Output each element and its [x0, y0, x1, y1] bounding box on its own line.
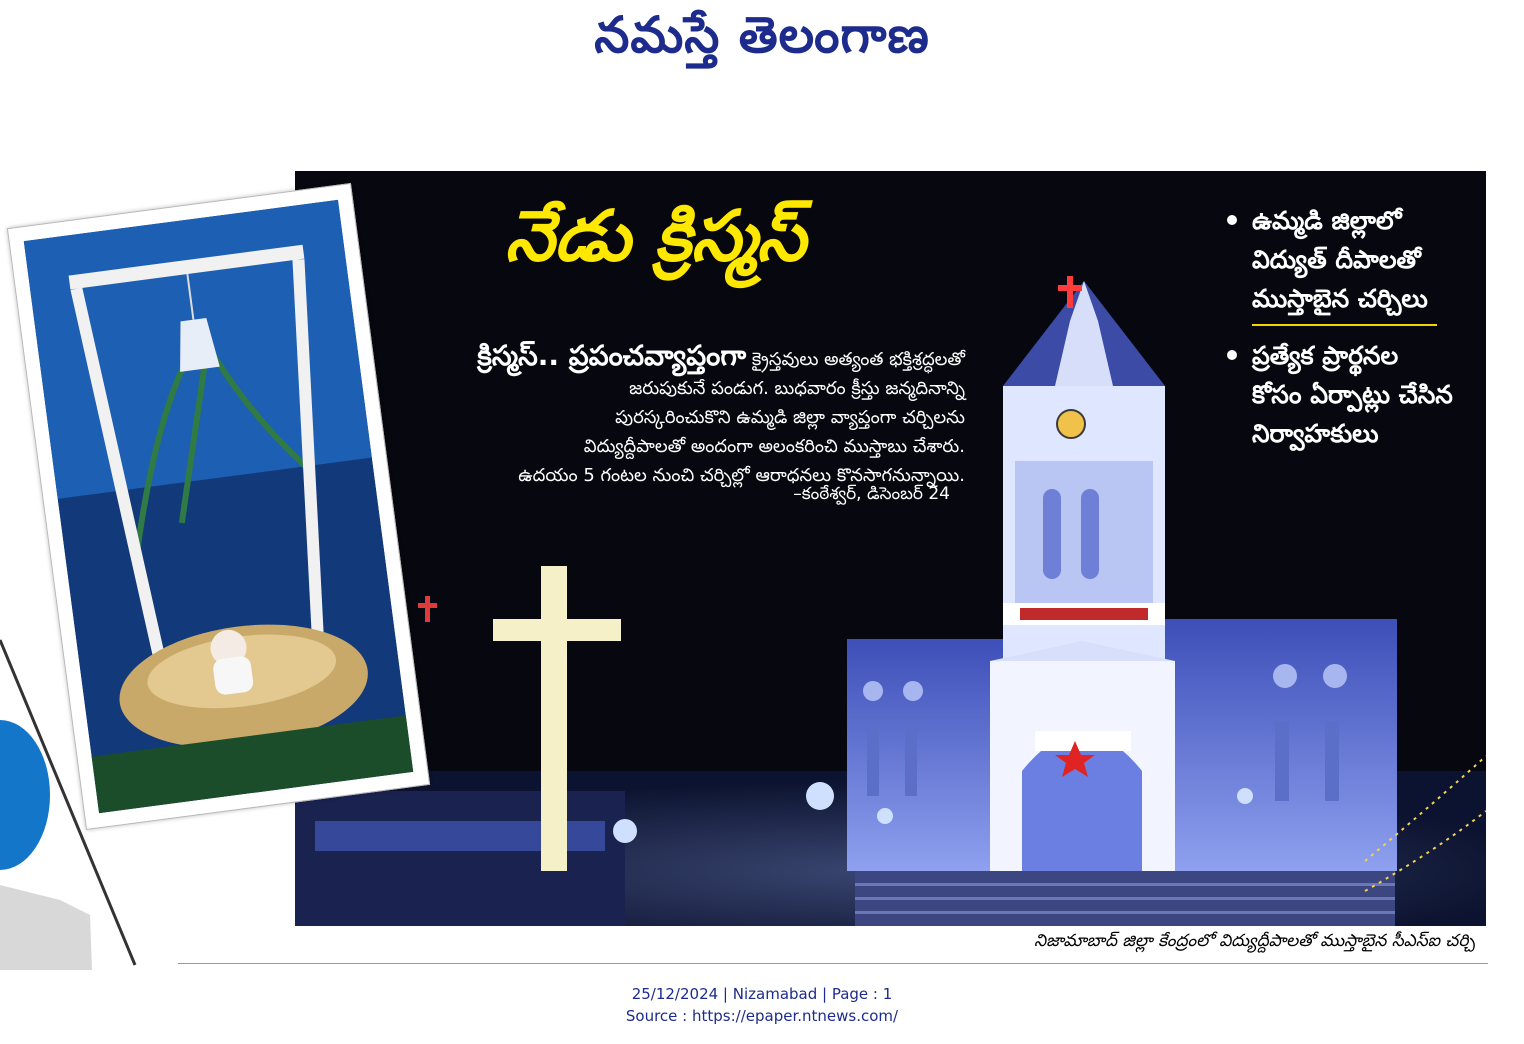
- bullet-line: కోసం ఏర్పాట్లు చేసిన: [1252, 380, 1453, 409]
- bullet-dot-icon: [1227, 215, 1237, 225]
- lead-line: క్రైస్తవులు అత్యంత భక్తిశ్రద్ధలతో: [751, 349, 965, 370]
- masthead-logo: నమస్తే తెలంగాణ: [594, 6, 930, 64]
- headline: నేడు క్రిస్మస్: [505, 194, 806, 277]
- dateline: –కంఠేశ్వర్, డిసెంబర్ 24: [793, 484, 950, 504]
- lead-line: జరుపుకునే పండుగ. బుధవారం క్రీస్తు జన్మదినాన్ని: [629, 378, 965, 399]
- bullet-line: ఉమ్మడి జిల్లాలో: [1252, 206, 1402, 235]
- lead-first-phrase: క్రిస్మస్.. ప్రపంచవ్యాప్తంగా: [477, 339, 747, 372]
- bullet-line: నిర్వాహకులు: [1252, 419, 1379, 448]
- bullet-line: ముస్తాబైన చర్చిలు: [1252, 284, 1428, 313]
- divider-line: [178, 963, 1488, 964]
- lead-line: విద్యుద్దీపాలతో అందంగా అలంకరించి ముస్తాబు చేశారు.: [583, 436, 965, 457]
- bullet-divider: [1252, 324, 1437, 326]
- lead-line: పురస్కరించుకొని ఉమ్మడి జిల్లా వ్యాప్తంగా చర్చిలను: [615, 407, 965, 428]
- bullet-line: ప్రత్యేక ప్రార్థనల: [1252, 341, 1399, 370]
- footer-info: 25/12/2024 | Nizamabad | Page : 1: [631, 985, 893, 1003]
- footer-source: Source : https://epaper.ntnews.com/: [625, 1007, 899, 1025]
- main-photo-panel: [295, 171, 1486, 926]
- bullet-line: విద్యుత్ దీపాలతో: [1252, 245, 1421, 274]
- bullet-list: [1225, 201, 1475, 459]
- bullet-item: [1225, 336, 1475, 453]
- lead-line: ఉదయం 5 గంటల నుంచి చర్చిల్లో ఆరాధనలు కొనసాగనున్నాయి.: [518, 465, 965, 486]
- bullet-dot-icon: [1227, 350, 1237, 360]
- bullet-item: [1225, 201, 1475, 318]
- baby-cradle-image: [24, 200, 414, 813]
- photo-caption: నిజామాబాద్ జిల్లా కేంద్రంలో విద్యుద్దీపాలతో ముస్తాబైన సీఎస్ఐ చర్చి: [1034, 931, 1475, 951]
- lead-paragraph: [405, 341, 965, 490]
- page-footer: [0, 983, 1524, 1027]
